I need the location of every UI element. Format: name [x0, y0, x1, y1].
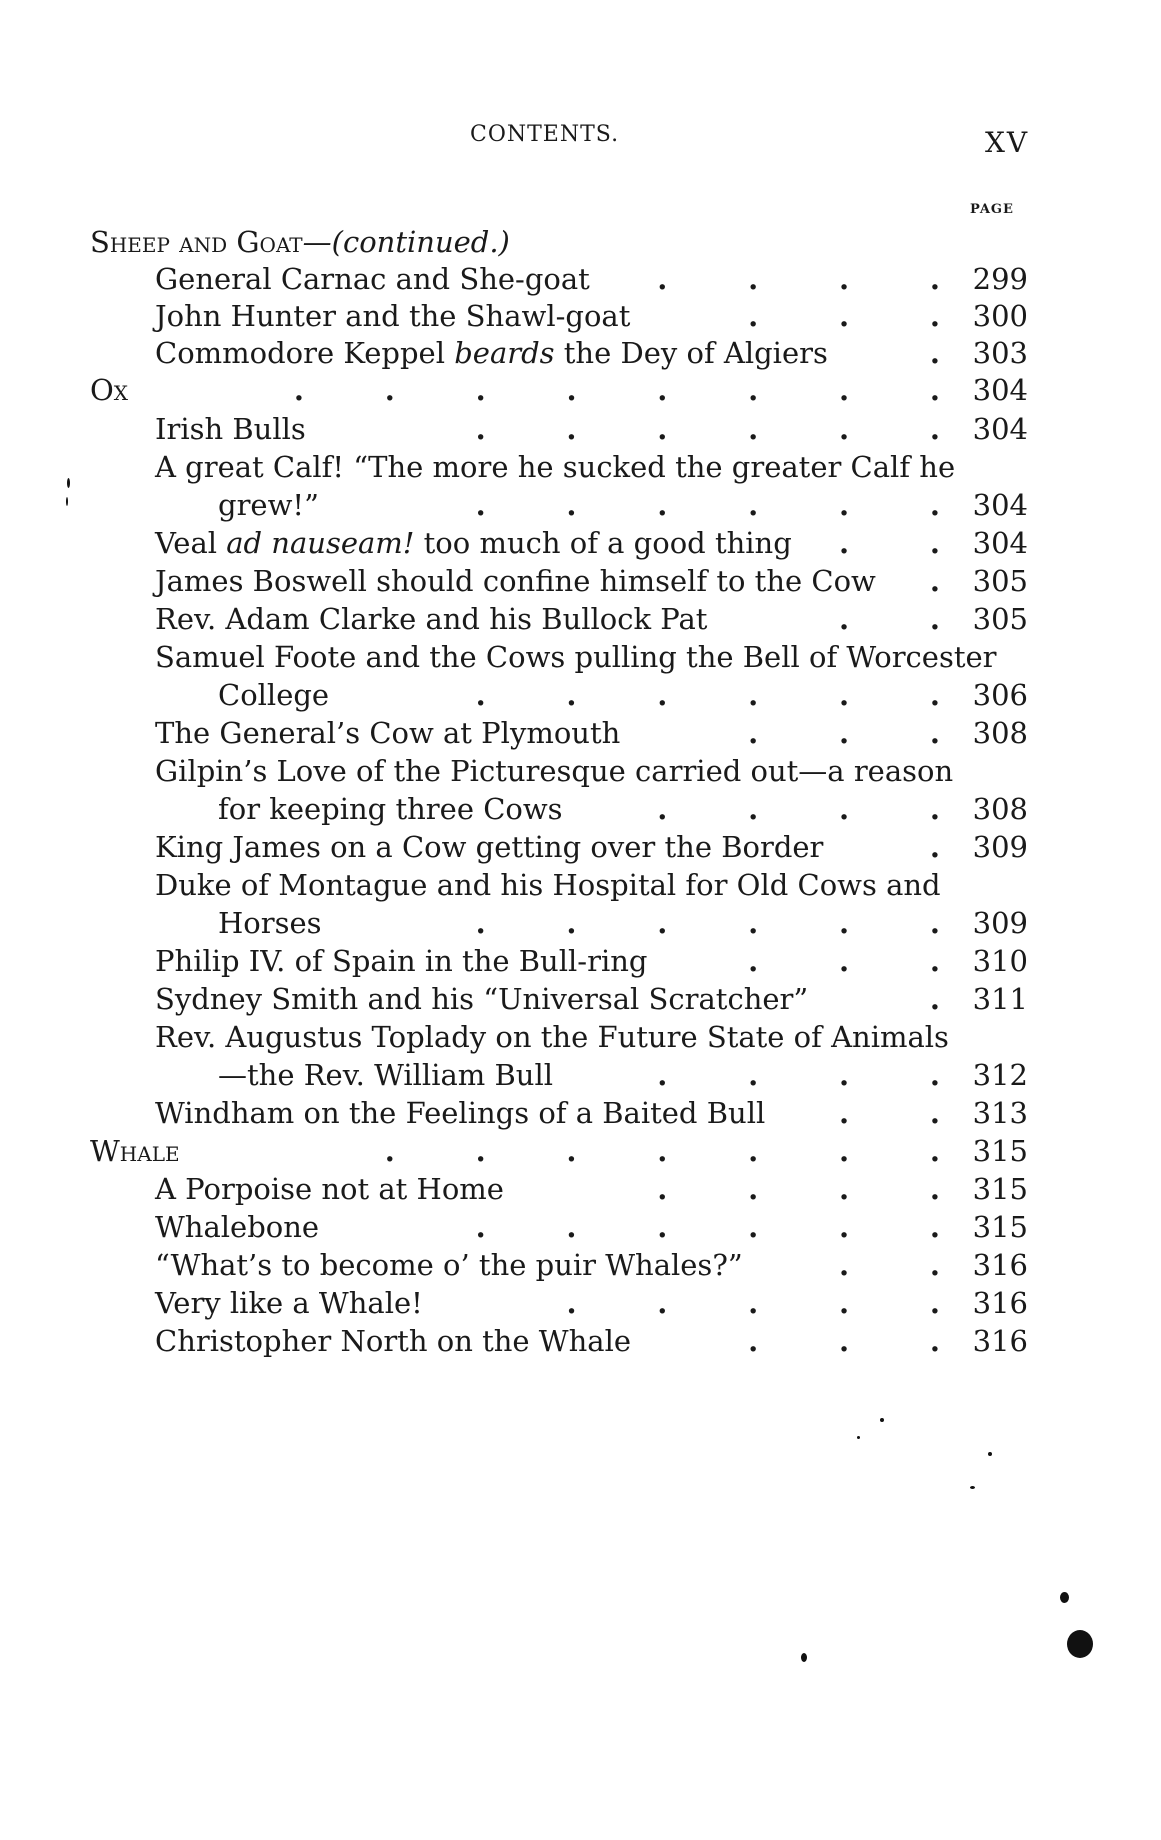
toc-entry: Philip IV. of Spain in the Bull-ring	[155, 944, 648, 978]
toc-entry: General Carnac and She-goat	[155, 262, 590, 296]
page-column-label: PAGE	[970, 202, 1014, 217]
toc-page-number: 300	[972, 299, 1028, 333]
toc-page-number: 304	[972, 373, 1028, 407]
dot-leader: .	[929, 830, 940, 864]
toc-page-number: 315	[972, 1210, 1028, 1244]
toc-page-number: 306	[972, 678, 1028, 712]
ink-speck	[1067, 1630, 1093, 1658]
toc-page-number: 312	[972, 1058, 1028, 1092]
dot-leader: . . . . . .	[475, 906, 940, 940]
ink-speck	[801, 1653, 807, 1662]
dot-leader: . . . . . . .	[384, 1134, 940, 1168]
ink-speck	[67, 478, 70, 488]
toc-page-number: 303	[972, 336, 1028, 370]
toc-entry: Christopher North on the Whale	[155, 1324, 632, 1358]
toc-entry: James Boswell should confine himself to the Cow	[155, 564, 876, 598]
dot-leader: . . . .	[657, 262, 940, 296]
dot-leader: .	[929, 336, 940, 370]
toc-page-number: 305	[972, 602, 1028, 636]
toc-page-number: 304	[972, 412, 1028, 446]
running-head: CONTENTS.	[470, 122, 620, 147]
dot-leader: . . . .	[657, 1172, 940, 1206]
toc-entry: Commodore Keppel beards the Dey of Algiers	[155, 336, 828, 370]
toc-entry-continuation: College	[218, 678, 330, 712]
dot-leader: . . . . . .	[475, 1210, 940, 1244]
dot-leader: . .	[839, 602, 940, 636]
dot-leader: . . . .	[657, 1058, 940, 1092]
toc-entry: The General’s Cow at Plymouth	[155, 716, 621, 750]
toc-entry: A Porpoise not at Home	[155, 1172, 504, 1206]
section-heading-sheep-and-goat	[90, 224, 510, 260]
toc-entry: Irish Bulls	[155, 412, 306, 446]
dot-leader: . .	[839, 526, 940, 560]
toc-entry: “What’s to become o’ the puir Whales?”	[155, 1248, 743, 1282]
toc-page-number: 315	[972, 1172, 1028, 1206]
dot-leader: . .	[839, 1096, 940, 1130]
toc-entry-continuation: —the Rev. William Bull	[218, 1058, 554, 1092]
toc-page-number: 304	[972, 526, 1028, 560]
toc-page-number: 310	[972, 944, 1028, 978]
dot-leader: . . . . . .	[475, 412, 940, 446]
toc-page-number: 305	[972, 564, 1028, 598]
dot-leader: . . . . . .	[475, 488, 940, 522]
ink-speck	[970, 1486, 975, 1489]
toc-page-number: 304	[972, 488, 1028, 522]
toc-entry: Windham on the Feelings of a Baited Bull	[155, 1096, 766, 1130]
ink-speck	[66, 497, 68, 506]
toc-entry: John Hunter and the Shawl-goat	[155, 299, 631, 333]
dot-leader: . . .	[748, 299, 940, 333]
dot-leader: . . . . . . . .	[293, 373, 940, 407]
toc-page-number: 309	[972, 906, 1028, 940]
section-heading-ox: Ox	[90, 373, 129, 407]
ink-speck	[857, 1436, 860, 1439]
dot-leader: . . .	[748, 1324, 940, 1358]
toc-entry: King James on a Cow getting over the Border	[155, 830, 824, 864]
toc-entry: Gilpin’s Love of the Picturesque carried out—a reason	[155, 754, 954, 788]
toc-entry: Very like a Whale!	[155, 1286, 423, 1320]
dot-leader: .	[929, 982, 940, 1016]
toc-entry: Sydney Smith and his “Universal Scratcher”	[155, 982, 809, 1016]
page-folio: XV	[985, 126, 1030, 159]
toc-page-number: 316	[972, 1248, 1028, 1282]
section-heading-whale: Whale	[90, 1134, 180, 1168]
toc-page-number: 308	[972, 792, 1028, 826]
dot-leader: . . . .	[657, 792, 940, 826]
toc-page-number: 309	[972, 830, 1028, 864]
toc-page-number: 308	[972, 716, 1028, 750]
toc-page-number: 315	[972, 1134, 1028, 1168]
dot-leader: . .	[839, 1248, 940, 1282]
ink-speck	[988, 1452, 992, 1456]
dot-leader: .	[929, 564, 940, 598]
ink-speck	[880, 1418, 884, 1422]
section-title: Sheep and Goat	[90, 225, 303, 259]
toc-entry-continuation: Horses	[218, 906, 322, 940]
toc-page-number: 316	[972, 1286, 1028, 1320]
section-title-suffix: —(continued.)	[302, 225, 510, 259]
toc-entry: Samuel Foote and the Cows pulling the Bell of Worcester	[155, 640, 997, 674]
toc-entry-continuation: for keeping three Cows	[218, 792, 563, 826]
toc-entry: Veal ad nauseam! too much of a good thing	[155, 526, 792, 560]
toc-page-number: 313	[972, 1096, 1028, 1130]
toc-entry: Duke of Montague and his Hospital for Old Cows and	[155, 868, 941, 902]
toc-page-number: 316	[972, 1324, 1028, 1358]
toc-page-number: 299	[972, 262, 1028, 296]
dot-leader: . . .	[748, 944, 940, 978]
toc-entry: Whalebone	[155, 1210, 320, 1244]
toc-entry: Rev. Augustus Toplady on the Future State of Animals	[155, 1020, 949, 1054]
toc-entry: A great Calf! “The more he sucked the greater Calf he	[155, 450, 956, 484]
toc-entry-continuation: grew!”	[218, 488, 319, 522]
toc-entry: Rev. Adam Clarke and his Bullock Pat	[155, 602, 708, 636]
ink-speck	[1060, 1592, 1069, 1603]
dot-leader: . . . . .	[566, 1286, 940, 1320]
dot-leader: . . .	[748, 716, 940, 750]
toc-page-number: 311	[972, 982, 1028, 1016]
dot-leader: . . . . . .	[475, 678, 940, 712]
